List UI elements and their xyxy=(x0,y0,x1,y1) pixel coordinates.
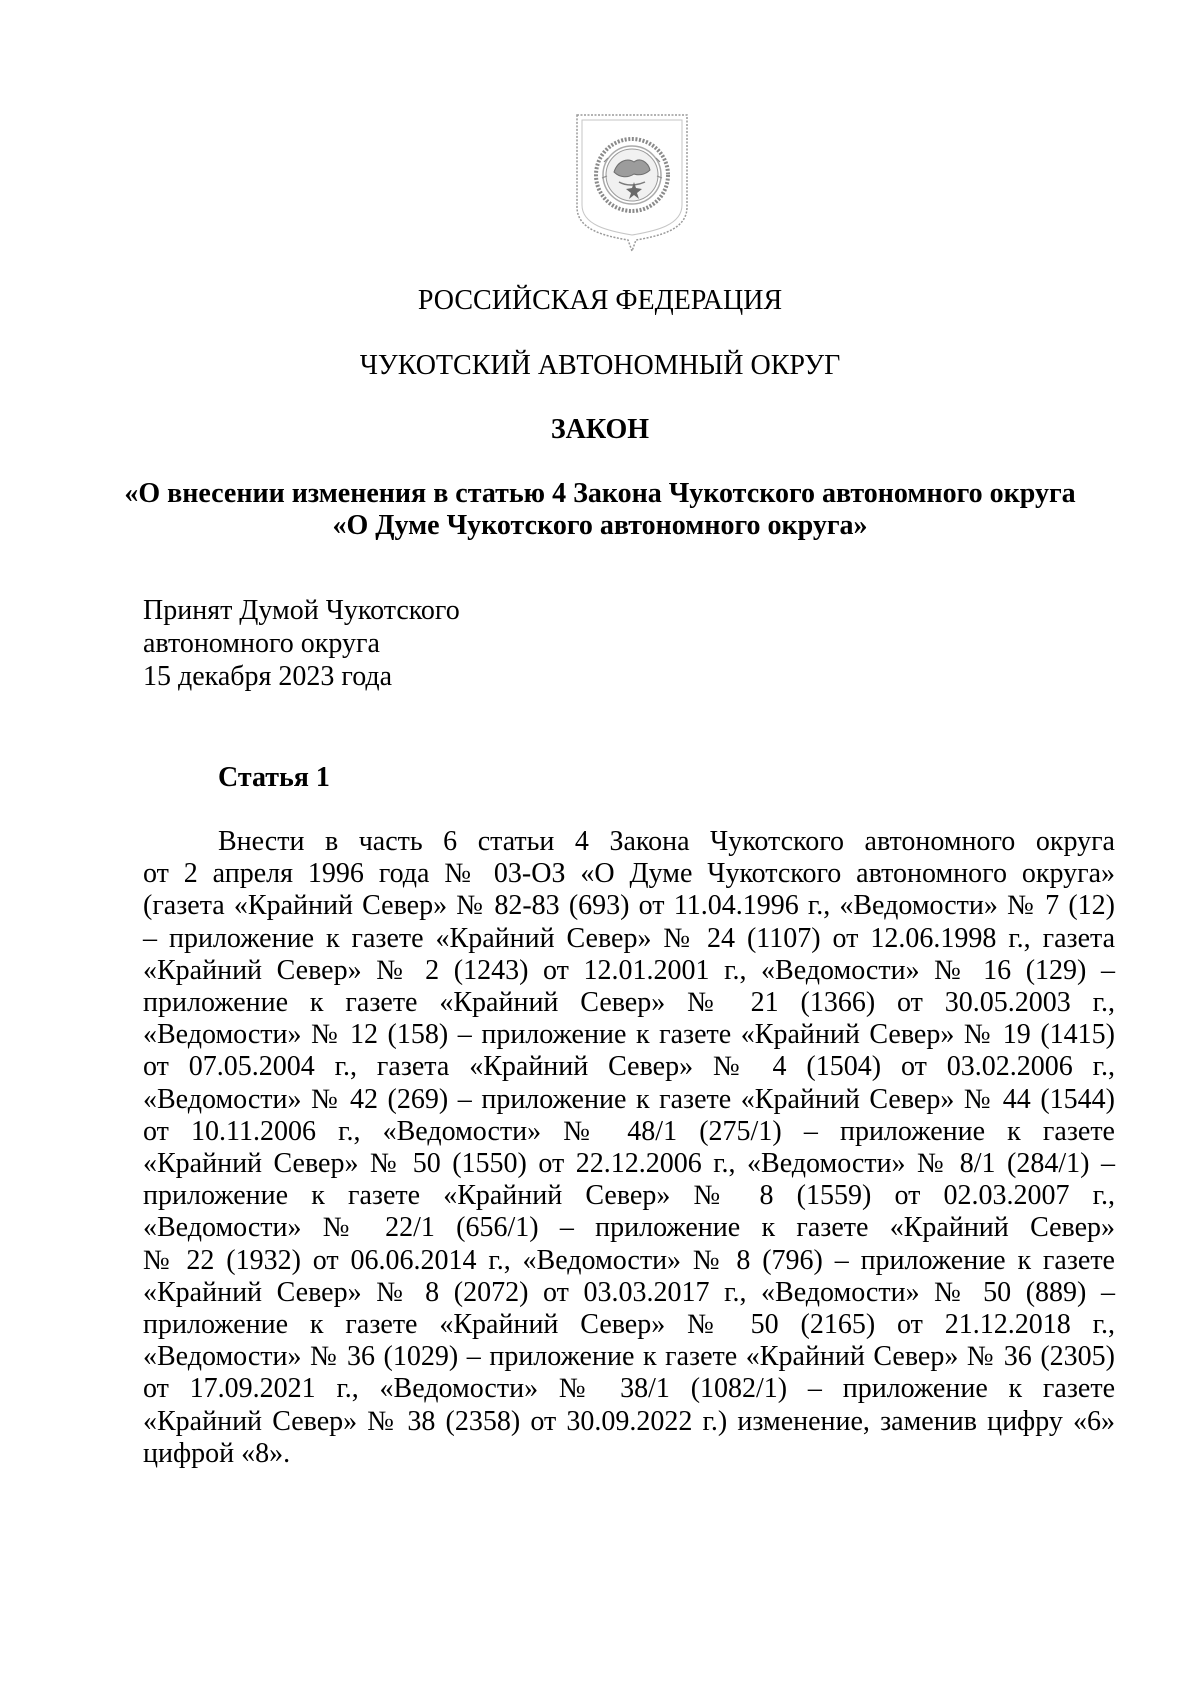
article-line: «Ведомости» № 12 (158) – приложение к газете «Крайний Север» № 19 (1415) xyxy=(143,1019,1115,1051)
adoption-line: Принят Думой Чукотского xyxy=(143,595,460,626)
adoption-date: 15 декабря 2023 года xyxy=(143,661,393,692)
article-line: (газета «Крайний Север» № 82-83 (693) от 11.04.1996 г., «Ведомости» № 7 (12) xyxy=(143,890,1115,922)
article-line: № 22 (1932) от 06.06.2014 г., «Ведомости» № 8 (796) – приложение к газете xyxy=(143,1244,1115,1276)
law-title-line-1: «О внесении изменения в статью 4 Закона Чукотского автономного округа xyxy=(124,478,1076,509)
article-line: цифрой «8». xyxy=(143,1437,291,1469)
article-line: «Крайний Север» № 50 (1550) от 22.12.2006 г., «Ведомости» № 8/1 (284/1) – xyxy=(143,1148,1115,1180)
adoption-line: автономного округа xyxy=(143,628,380,659)
article-line: – приложение к газете «Крайний Север» № 24 (1107) от 12.06.1998 г., газета xyxy=(143,922,1115,954)
article-line: «Ведомости» № 42 (269) – приложение к газете «Крайний Север» № 44 (1544) xyxy=(143,1083,1115,1115)
adoption-block xyxy=(143,594,460,693)
article-body xyxy=(143,826,1115,1470)
article-line: «Ведомости» № 22/1 (656/1) – приложение к газете «Крайний Север» xyxy=(143,1212,1115,1244)
article-line: «Крайний Север» № 8 (2072) от 03.03.2017 г., «Ведомости» № 50 (889) – xyxy=(143,1276,1115,1308)
article-title: Статья 1 xyxy=(218,762,330,793)
article-line: от 2 апреля 1996 года № 03-ОЗ «О Думе Чукотского автономного округа» xyxy=(143,858,1115,890)
article-line: «Крайний Север» № 2 (1243) от 12.01.2001 г., «Ведомости» № 16 (129) – xyxy=(143,954,1115,986)
coat-of-arms-icon xyxy=(574,112,690,252)
article-line: приложение к газете «Крайний Север» № 8 (1559) от 02.03.2007 г., xyxy=(143,1180,1115,1212)
article-line: от 07.05.2004 г., газета «Крайний Север» № 4 (1504) от 03.02.2006 г., xyxy=(143,1051,1115,1083)
document-type-heading: ЗАКОН xyxy=(550,414,650,445)
region-heading: ЧУКОТСКИЙ АВТОНОМНЫЙ ОКРУГ xyxy=(359,350,841,381)
article-line: приложение к газете «Крайний Север» № 50 (2165) от 21.12.2018 г., xyxy=(143,1309,1115,1341)
law-title-line-2: «О Думе Чукотского автономного округа» xyxy=(332,510,868,541)
article-line: приложение к газете «Крайний Север» № 21 (1366) от 30.05.2003 г., xyxy=(143,987,1115,1019)
article-line: «Ведомости» № 36 (1029) – приложение к газете «Крайний Север» № 36 (2305) xyxy=(143,1341,1115,1373)
article-line: «Крайний Север» № 38 (2358) от 30.09.2022 г.) изменение, заменив цифру «6» xyxy=(143,1405,1115,1437)
article-line: Внести в часть 6 статьи 4 Закона Чукотского автономного округа xyxy=(218,826,1115,857)
country-heading: РОССИЙСКАЯ ФЕДЕРАЦИЯ xyxy=(417,285,783,316)
article-line: от 17.09.2021 г., «Ведомости» № 38/1 (1082/1) – приложение к газете xyxy=(143,1373,1115,1405)
article-line: от 10.11.2006 г., «Ведомости» № 48/1 (275/1) – приложение к газете xyxy=(143,1115,1115,1147)
